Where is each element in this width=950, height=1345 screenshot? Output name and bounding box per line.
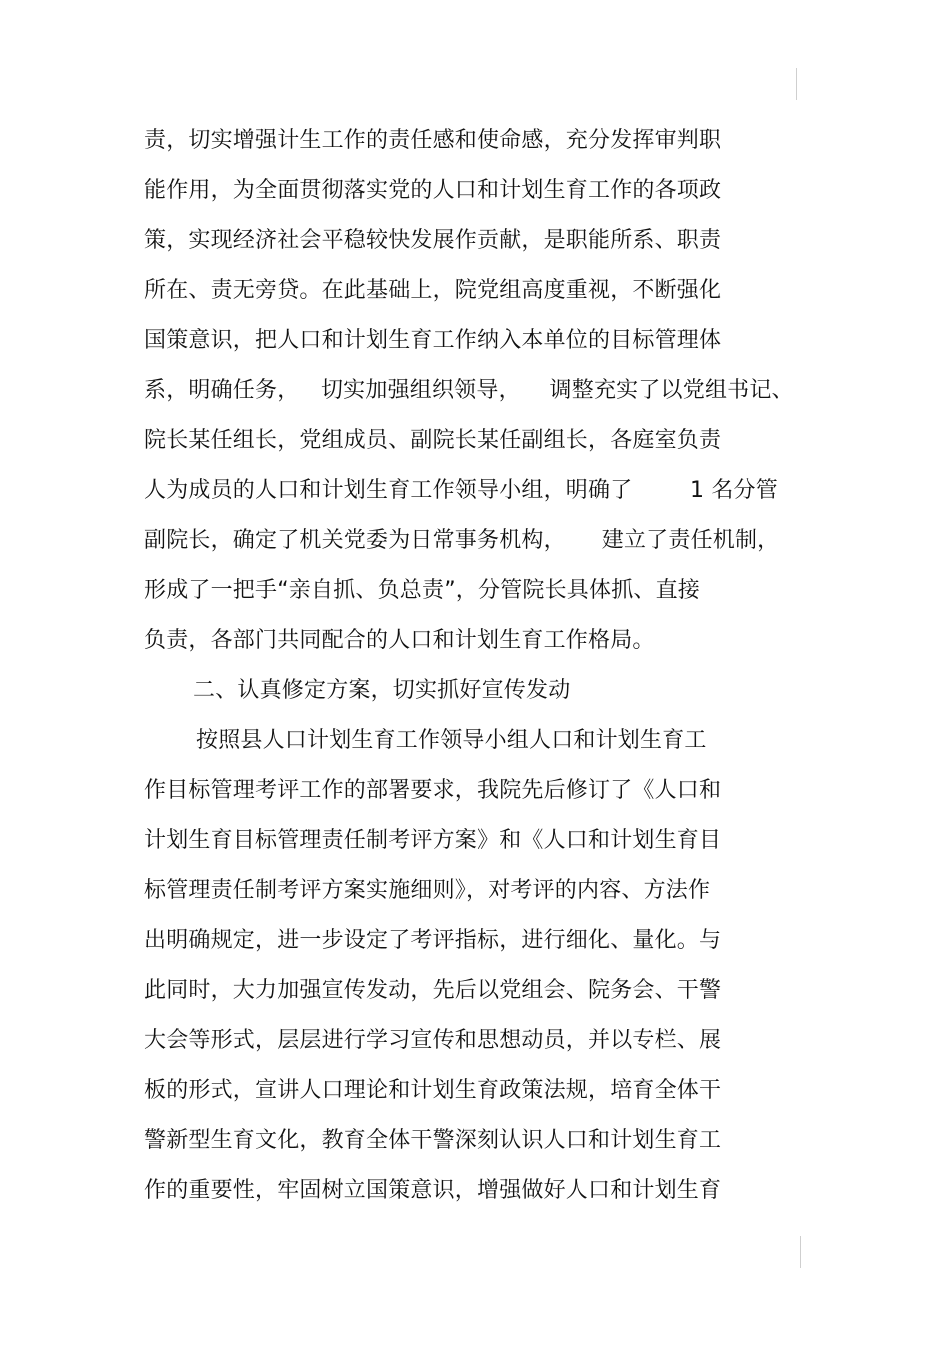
body-text-line: 能作用，为全面贯彻落实党的人口和计划生育工作的各项政 (144, 178, 722, 203)
body-text-line: 系，明确任务， 切实加强组织领导， 调整充实了以党组书记、 (144, 378, 794, 403)
body-text-line: 院长某任组长，党组成员、副院长某任副组长，各庭室负责 (144, 428, 722, 453)
body-text-line: 所在、责无旁贷。在此基础上，院党组高度重视，不断强化 (144, 278, 722, 303)
body-text-line: 作的重要性，牢固树立国策意识，增强做好人口和计划生育 (144, 1178, 722, 1203)
body-text-line: 负责，各部门共同配合的人口和计划生育工作格局。 (144, 628, 655, 653)
body-text-line: 计划生育目标管理责任制考评方案》和《人口和计划生育目 (144, 828, 722, 853)
body-text-line: 按照县人口计划生育工作领导小组人口和计划生育工 (196, 728, 707, 753)
body-text-line: 副院长，确定了机关党委为日常事务机构， 建立了责任机制， (144, 528, 780, 553)
body-text-line: 警新型生育文化，教育全体干警深刻认识人口和计划生育工 (144, 1128, 722, 1153)
body-text-line: 国策意识，把人口和计划生育工作纳入本单位的目标管理体 (144, 328, 722, 353)
body-text-line: 形成了一把手“亲自抓、负总责”，分管院长具体抓、直接 (144, 578, 700, 603)
body-text-line: 作目标管理考评工作的部署要求，我院先后修订了《人口和 (144, 778, 722, 803)
body-text-line: 此同时，大力加强宣传发动，先后以党组会、院务会、干警 (144, 978, 722, 1003)
body-text-line: 出明确规定，进一步设定了考评指标，进行细化、量化。与 (144, 928, 722, 953)
page-corner-mark-top (796, 68, 797, 100)
body-text-line: 板的形式，宣讲人口理论和计划生育政策法规，培育全体干 (144, 1078, 722, 1103)
body-text-line: 标管理责任制考评方案实施细则》，对考评的内容、方法作 (144, 878, 711, 903)
page-corner-mark-bottom (800, 1236, 801, 1268)
body-text-line: 大会等形式，层层进行学习宣传和思想动员，并以专栏、展 (144, 1028, 722, 1053)
body-text-line: 人为成员的人口和计划生育工作领导小组，明确了 1 名分管 (144, 478, 778, 503)
body-text-line: 责，切实增强计生工作的责任感和使命感，充分发挥审判职 (144, 128, 722, 153)
body-text-line: 策，实现经济社会平稳较快发展作贡献，是职能所系、职责 (144, 228, 722, 253)
section-heading: 二、认真修定方案，切实抓好宣传发动 (193, 678, 571, 703)
